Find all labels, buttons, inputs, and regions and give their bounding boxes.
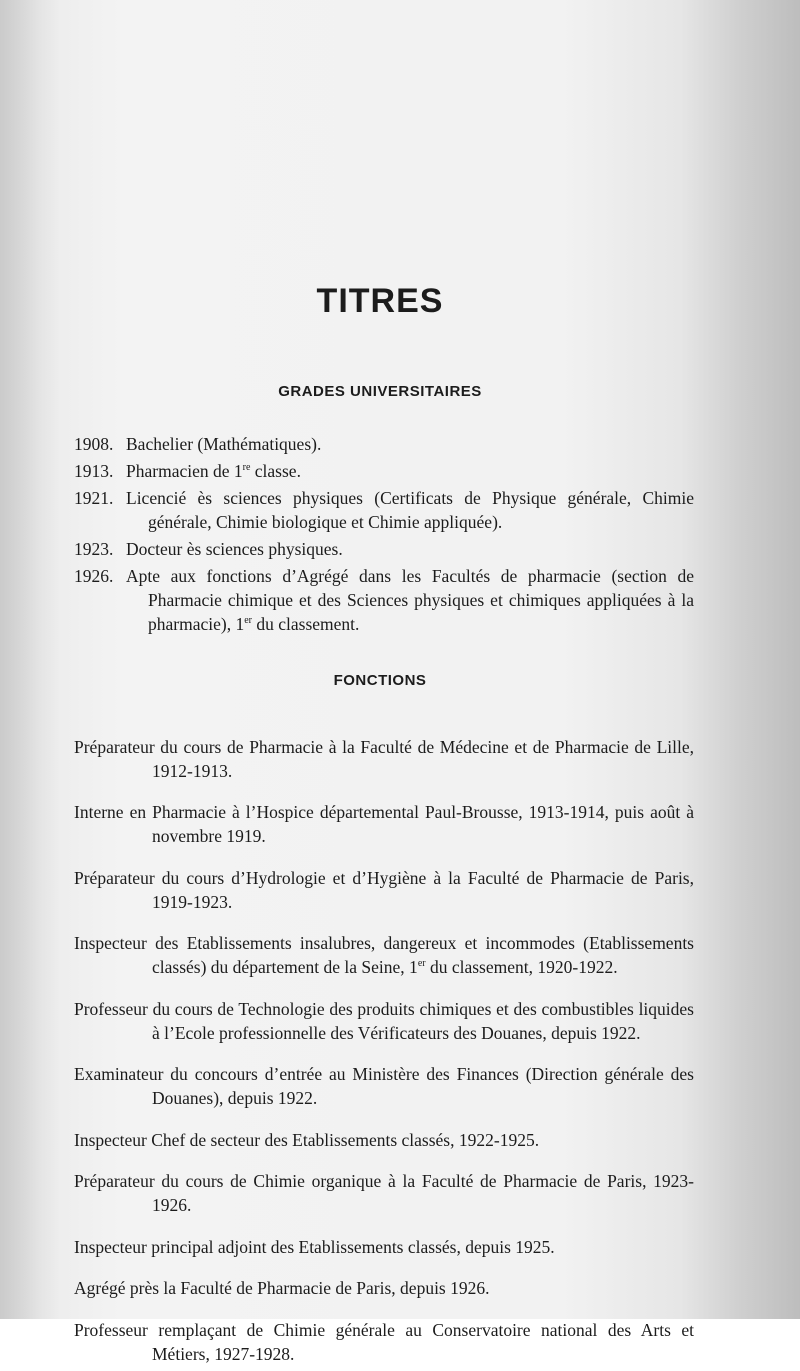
grade-year: 1926. [74,566,114,586]
ordinal-superscript: er [244,615,252,627]
fonction-entry: Préparateur du cours d’Hydrologie et d’Hygiène à la Faculté de Pharmacie de Paris, 1919-1923. [74,867,694,912]
fonction-entry: Professeur du cours de Technologie des produits chimiques et des combustibles liquides à l’Ecole professionnelle des Vérificateurs des Douanes, depuis 1922. [74,998,694,1043]
grade-text: Licencié ès sciences physiques (Certificats de Physique générale, Chimie générale, Chimie biologique et Chimie appliquée). [126,488,694,532]
grade-text: Pharmacien de 1re classe. [126,461,301,481]
grade-entry [74,432,694,456]
page-edge-shading [0,0,60,1319]
grades-list [74,432,694,639]
fonction-entry: Interne en Pharmacie à l’Hospice départemental Paul-Brousse, 1913-1914, puis août à novembre 1919. [74,802,694,846]
fonction-entry: Agrégé près la Faculté de Pharmacie de Paris, depuis 1926. [74,1278,490,1298]
ordinal-superscript: re [242,462,251,474]
fonction-entry: Examinateur du concours d’entrée au Ministère des Finances (Direction générale des Douanes), depuis 1922. [74,1064,694,1108]
fonction-entry: Inspecteur des Etablissements insalubres, dangereux et incommodes (Etablissements classés) du département de la Seine, 1er du classement, 1920-1922. [74,933,694,977]
fonction-entry: Inspecteur Chef de secteur des Etablissements classés, 1922-1925. [74,1129,540,1150]
grade-entry [74,486,694,534]
grade-year: 1923. [74,539,114,559]
grade-entry [74,459,694,483]
grade-text: Docteur ès sciences physiques. [126,539,343,559]
grade-text: Bachelier (Mathématiques). [126,434,322,454]
grade-year: 1913. [74,461,114,481]
section-heading-fonctions: FONCTIONS [333,672,427,689]
grade-entry [74,537,694,561]
fonctions-list [74,717,694,1371]
grade-entry [74,564,694,636]
grade-year: 1921. [74,488,114,508]
fonction-entry: Préparateur du cours de Chimie organique à la Faculté de Pharmacie de Paris, 1923-1926. [74,1171,694,1215]
grade-year: 1908. [74,434,114,454]
fonction-entry: Professeur remplaçant de Chimie générale au Conservatoire national des Arts et Métiers, 1927-1928. [74,1319,694,1364]
fonction-entry: Inspecteur principal adjoint des Etablissements classés, depuis 1925. [74,1236,555,1257]
ordinal-superscript: er [417,958,426,970]
section-heading-grades: GRADES UNIVERSITAIRES [278,383,482,400]
grade-text: Apte aux fonctions d’Agrégé dans les Facultés de pharmacie (section de Pharmacie chimique et des Sciences physiques et chimiques appliquées à la pharmacie), 1er du classement. [126,566,694,634]
page-title: TITRES [316,282,444,320]
fonction-entry: Préparateur du cours de Pharmacie à la Faculté de Médecine et de Pharmacie de Lille, 1912-1913. [74,736,694,781]
